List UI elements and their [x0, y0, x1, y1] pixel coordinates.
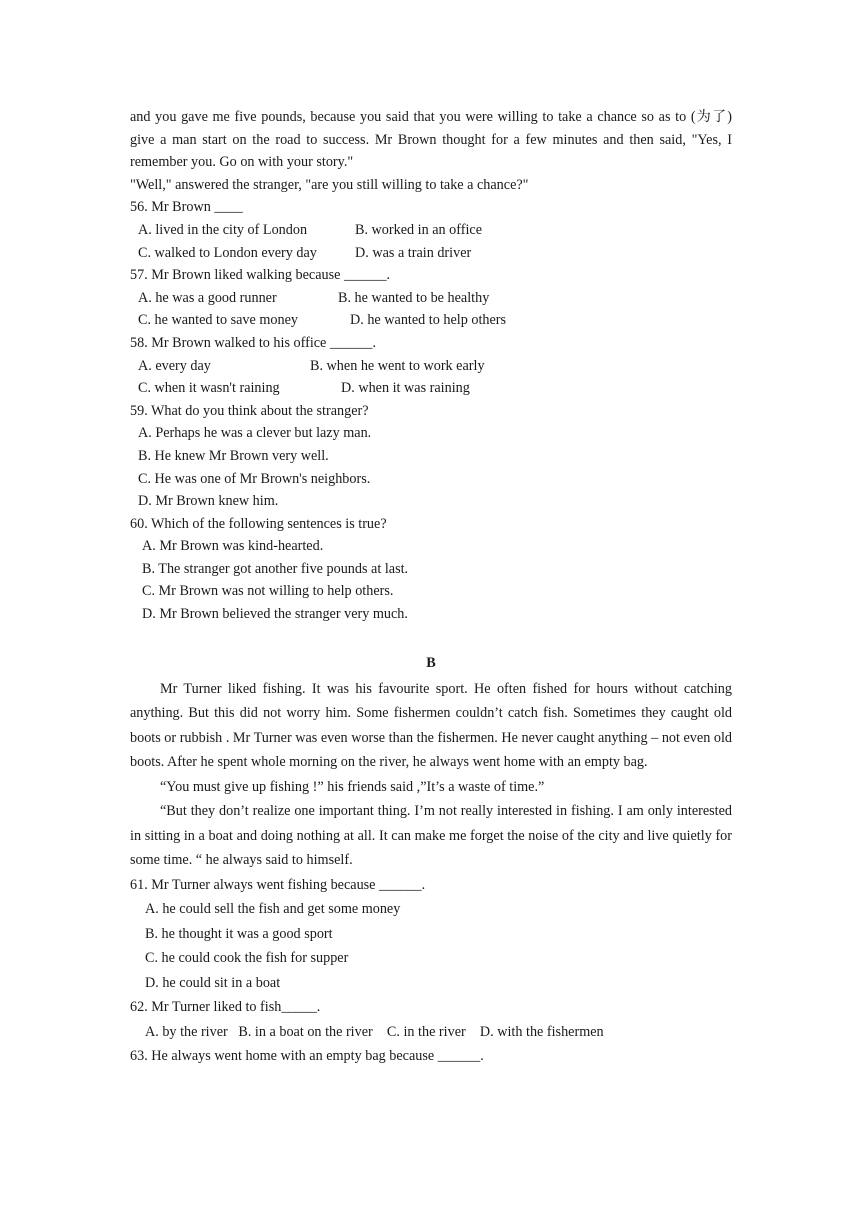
option-row — [130, 355, 732, 378]
question-stem: 57. Mr Brown liked walking because ______. — [130, 267, 391, 284]
option-c: C. He was one of Mr Brown's neighbors. — [138, 470, 371, 487]
question-stem: 63. He always went home with an empty bag because ______. — [130, 1048, 484, 1065]
option-a: A. Mr Brown was kind-hearted. — [142, 538, 324, 555]
question-59 — [130, 400, 732, 513]
question-63 — [130, 1044, 732, 1069]
option-b: B. he wanted to be healthy — [338, 289, 490, 306]
question-56 — [130, 196, 732, 264]
question-stem: 58. Mr Brown walked to his office ______. — [130, 334, 377, 351]
option-row — [130, 377, 732, 400]
question-stem: 59. What do you think about the stranger? — [130, 402, 369, 419]
option-c: C. when it wasn't raining — [138, 380, 280, 397]
question-stem: 56. Mr Brown ____ — [130, 199, 243, 216]
option-row — [130, 287, 732, 310]
question-60 — [130, 513, 732, 626]
passage-b-paragraph: “You must give up fishing !” his friends said ,”It’s a waste of time.” — [160, 778, 545, 795]
question-stem: 60. Which of the following sentences is true? — [130, 515, 387, 532]
option-d: D. Mr Brown believed the stranger very much. — [142, 606, 408, 623]
question-61 — [130, 873, 732, 996]
section-b-title: B — [426, 654, 436, 671]
option-d: D. he could sit in a boat — [145, 974, 281, 991]
option-a: A. he was a good runner — [138, 289, 277, 306]
option-c: C. Mr Brown was not willing to help others. — [142, 583, 394, 600]
option-a: A. every day — [138, 357, 211, 374]
option-a: A. he could sell the fish and get some money — [145, 901, 401, 918]
option-row — [130, 219, 732, 242]
option-a: A. lived in the city of London — [138, 221, 308, 238]
option-a: A. Perhaps he was a clever but lazy man. — [138, 425, 372, 442]
option-b: B. worked in an office — [355, 221, 482, 238]
passage-a-paragraph: "Well," answered the stranger, "are you still willing to take a chance?" — [130, 176, 529, 193]
option-b: B. he thought it was a good sport — [145, 925, 333, 942]
option-row — [130, 309, 732, 332]
document-page — [130, 106, 732, 1069]
option-c: C. walked to London every day — [138, 244, 317, 261]
passage-b — [130, 677, 732, 1069]
passage-b-paragraph: “But they don’t realize one important thing. I’m not really interested in fishing. I am only interested in sitting in a boat and doing nothing at all. It can make me forget the noise of the city and live quietly for some time. “ he always said to himself. — [130, 803, 732, 869]
option-b: B. He knew Mr Brown very well. — [138, 447, 329, 464]
question-stem: 62. Mr Turner liked to fish_____. — [130, 999, 321, 1016]
option-row — [130, 242, 732, 265]
passage-a-paragraph: and you gave me five pounds, because you said that you were willing to take a chance so as to (为了) give a man start on the road to success. Mr Brown thought for a few minutes and then said, "Yes, I remember you. Go on with your story." — [130, 109, 732, 171]
option-b: B. The stranger got another five pounds at last. — [142, 560, 409, 577]
option-d: D. was a train driver — [355, 244, 472, 261]
option-d: D. Mr Brown knew him. — [138, 493, 279, 510]
inline-options: A. by the river B. in a boat on the river C. in the river D. with the fishermen — [145, 1023, 604, 1040]
passage-b-paragraph: Mr Turner liked fishing. It was his favourite sport. He often fished for hours without catching anything. But this did not worry him. Some fishermen couldn’t catch fish. Sometimes they caught old boots or rubbish . Mr Turner was even worse than the fishermen. He never caught anything – not even old boots. After he spent whole morning on the river, he always went home with an empty bag. — [130, 680, 732, 771]
question-58 — [130, 332, 732, 400]
option-d: D. he wanted to help others — [350, 312, 507, 329]
passage-a — [130, 106, 732, 626]
question-62 — [130, 995, 732, 1044]
option-c: C. he could cook the fish for supper — [145, 950, 349, 967]
option-d: D. when it was raining — [341, 380, 470, 397]
option-c: C. he wanted to save money — [138, 312, 298, 329]
question-57 — [130, 264, 732, 332]
option-b: B. when he went to work early — [310, 357, 485, 374]
question-stem: 61. Mr Turner always went fishing because ______. — [130, 876, 426, 893]
